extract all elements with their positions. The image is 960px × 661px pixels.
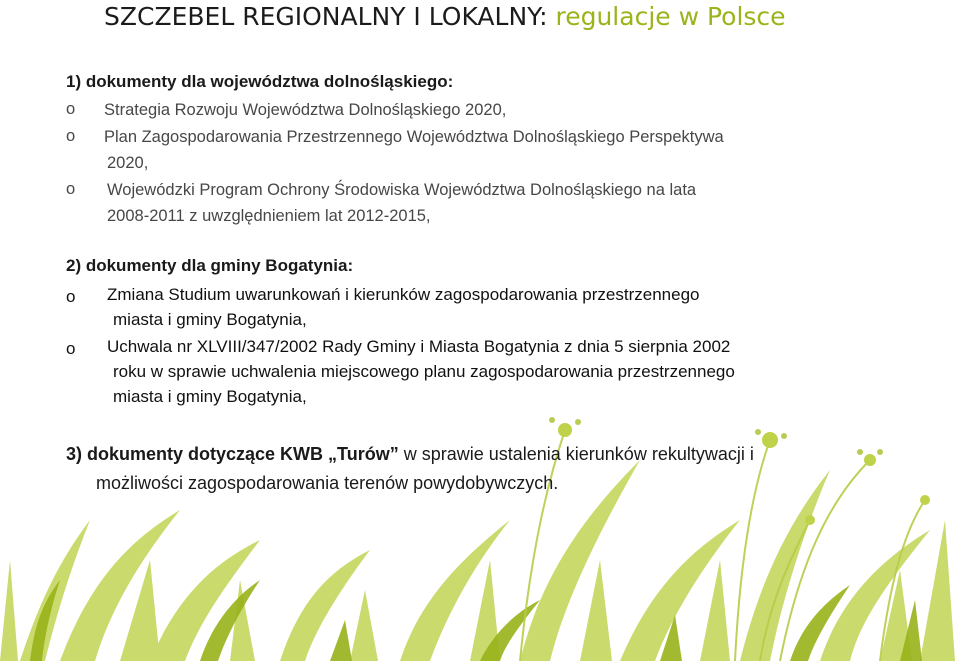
section3-paragraph: [66, 440, 754, 498]
list-item: Strategia Rozwoju Województwa Dolnośląskiego 2020,: [104, 101, 507, 119]
bullet-marker: o: [66, 339, 76, 358]
list-item: Zmiana Studium uwarunkowań i kierunków zagospodarowania przestrzennego: [107, 285, 700, 304]
section2-heading: 2) dokumenty dla gminy Bogatynia:: [66, 256, 354, 275]
section1-heading: 1) dokumenty dla województwa dolnośląskiego:: [66, 72, 454, 91]
title-accent: regulacje w Polsce: [555, 2, 786, 31]
section3-line1: [66, 440, 754, 469]
section3-line2: możliwości zagospodarowania terenów powydobywczych.: [96, 473, 559, 493]
bullet-marker: o: [66, 127, 76, 145]
slide-title: [104, 0, 786, 34]
list-item: Uchwala nr XLVIII/347/2002 Rady Gminy i Miasta Bogatynia z dnia 5 sierpnia 2002: [107, 337, 731, 356]
section3-text: w sprawie ustalenia kierunków rekultywacji i: [398, 444, 754, 464]
list-item-continuation: miasta i gminy Bogatynia,: [113, 387, 307, 406]
list-item-continuation: miasta i gminy Bogatynia,: [113, 310, 307, 329]
bullet-marker: o: [66, 180, 76, 198]
section3-heading: 3) dokumenty dotyczące KWB „Turów”: [66, 444, 399, 464]
bullet-marker: o: [66, 100, 76, 118]
title-main: SZCZEBEL REGIONALNY I LOKALNY:: [104, 2, 548, 31]
list-item: Wojewódzki Program Ochrony Środowiska Województwa Dolnośląskiego na lata: [107, 181, 697, 199]
list-item-continuation: 2020,: [107, 154, 149, 172]
list-item-continuation: roku w sprawie uchwalenia miejscowego planu zagospodarowania przestrzennego: [113, 362, 735, 381]
bullet-marker: o: [66, 287, 76, 306]
list-item-continuation: 2008-2011 z uwzględnieniem lat 2012-2015,: [107, 207, 431, 225]
list-item: Plan Zagospodarowania Przestrzennego Województwa Dolnośląskiego Perspektywa: [104, 128, 724, 146]
